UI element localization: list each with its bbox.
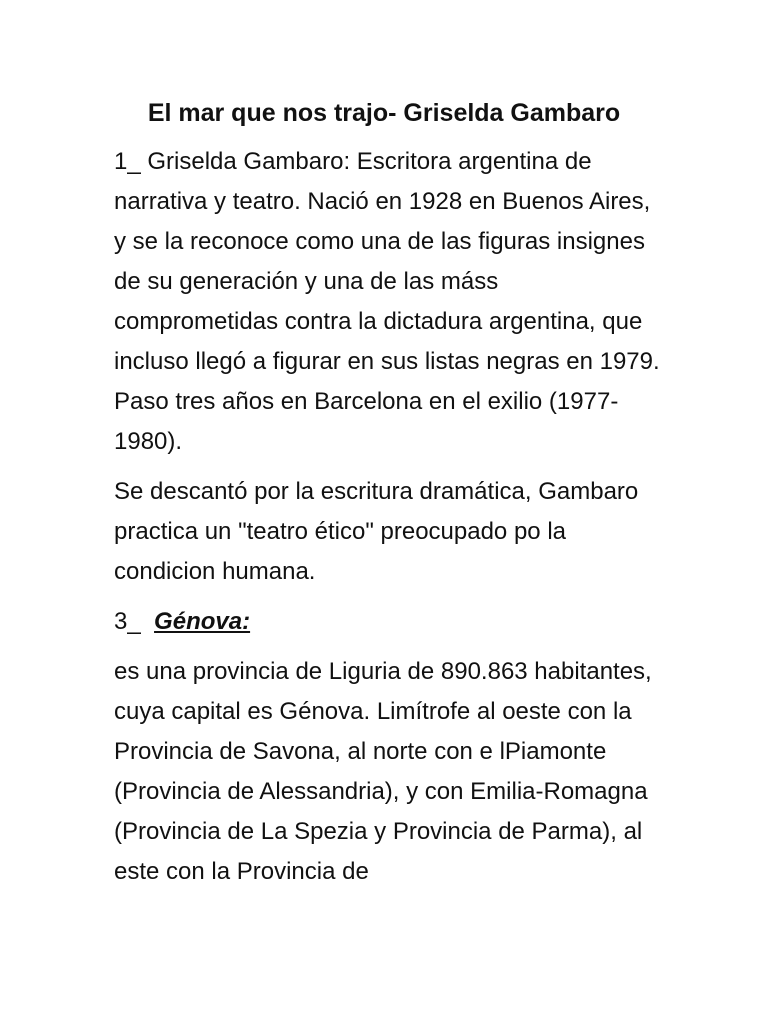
section-title: Génova: <box>154 608 251 635</box>
paragraph-theatre: Se descantó por la escritura dramática, Gambaro practica un "teatro ético" preocupado po la condicion humana. <box>114 478 639 585</box>
paragraph-genova: es una provincia de Liguria de 890.863 habitantes, cuya capital es Génova. Limítrofe al oeste con la Provincia de Savona, al norte con e lPiamonte (Provincia de Alessandria), y con Emilia-Romagna (Provincia de La Spezia y Provincia de Parma), al este con la Provincia de <box>114 658 652 885</box>
section-heading-genova <box>114 602 668 642</box>
section-number: 3_ <box>114 608 141 635</box>
paragraph-biography: 1_ Griselda Gambaro: Escritora argentina de narrativa y teatro. Nació en 1928 en Buenos Aires, y se la reconoce como una de las figuras insignes de su generación y una de las máss comprometidas contra la dictadura argentina, que incluso llegó a figurar en sus listas negras en 1979. Paso tres años en Barcelona en el exilio (1977-1980). <box>114 148 660 455</box>
document-title: El mar que nos trajo- Griselda Gambaro <box>147 99 621 127</box>
